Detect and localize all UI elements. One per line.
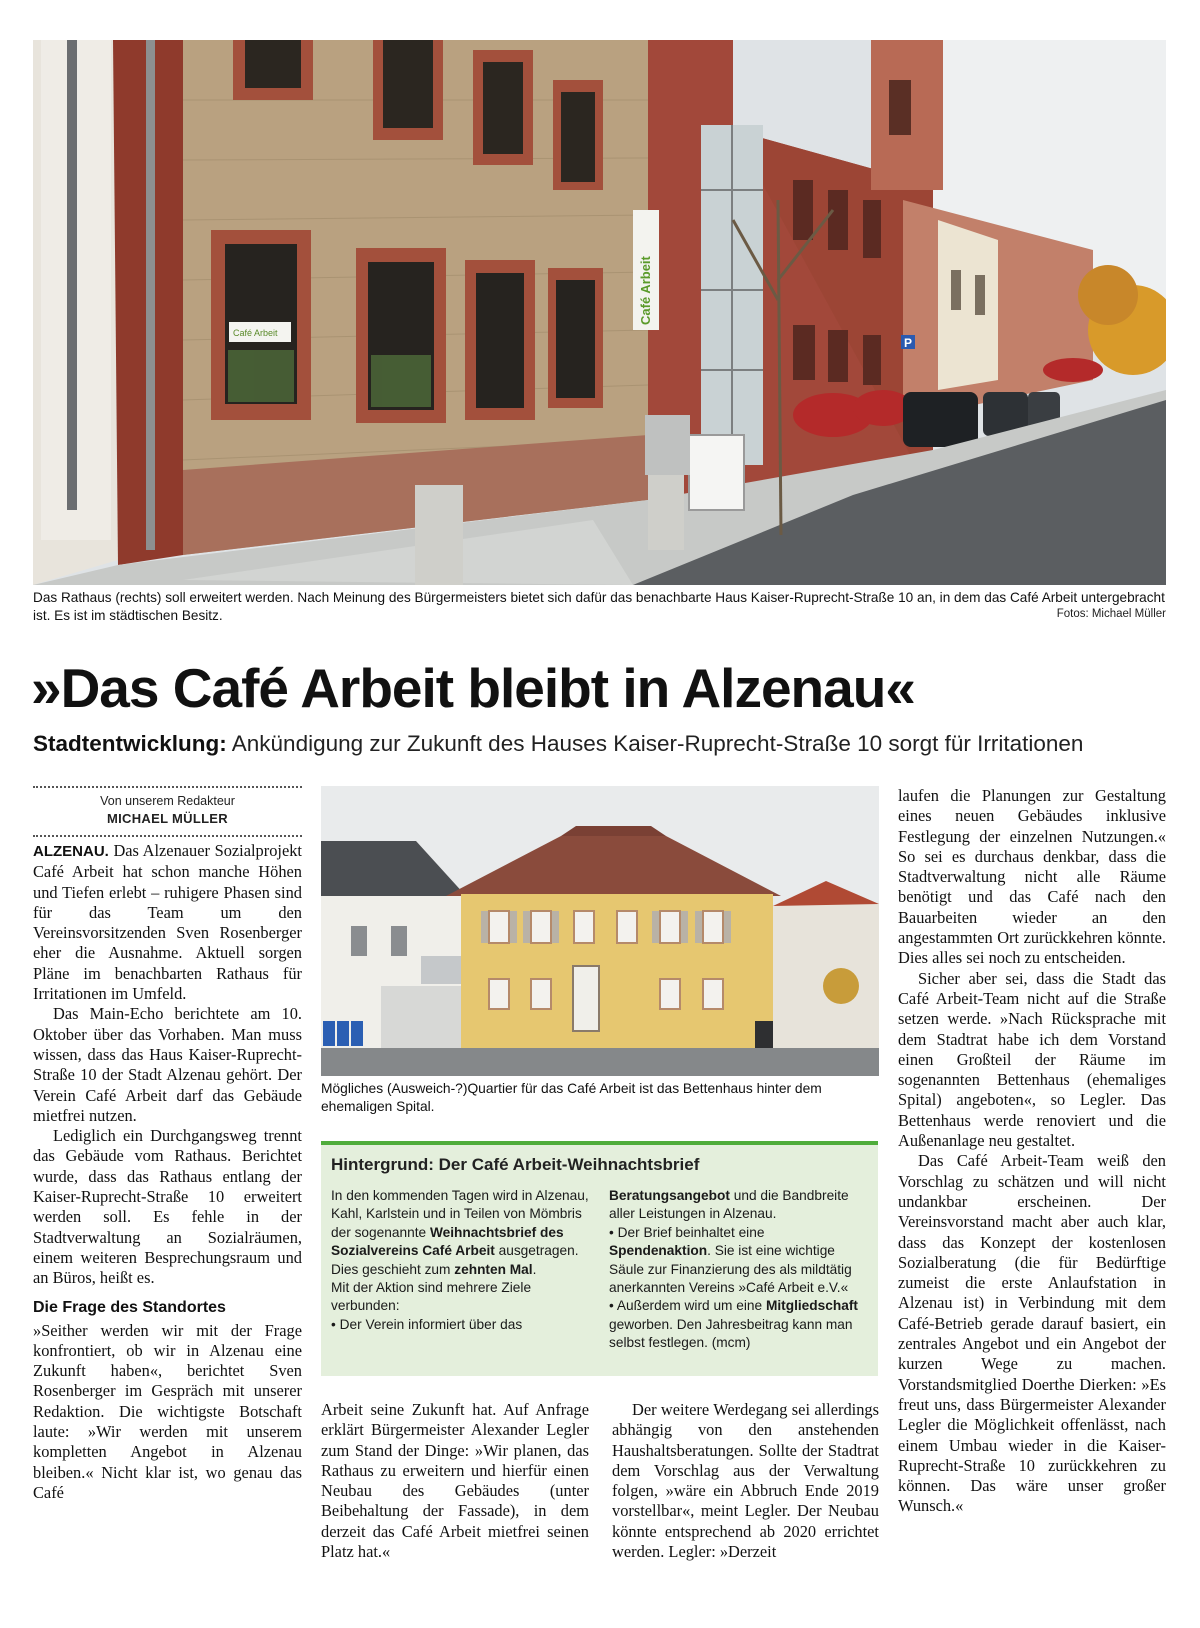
middle-photo-caption: Mögliches (Ausweich-?)Quartier für das Café Arbeit ist das Bettenhaus hinter dem ehemaligen Spital. [321,1081,822,1114]
subheadline-label: Stadtentwicklung: [33,731,227,756]
info-box-column-right [609,1187,867,1353]
col4-paragraph-1: laufen die Planungen zur Gestaltung eines neuen Gebäudes inklusive Festlegung der einzelnen Nutzungen.« So sei es durchaus denkbar, dass die Stadtverwaltung nicht alle Räume benötigt und das Café nach den Bauarbeiten wieder an den angestammten Ort zurückkehren könnte. Dies alles sei noch zu entscheiden. [898,786,1166,968]
info-box-text-5: und die Bandbreite aller Leistungen in Alzenau. [609,1188,849,1222]
col1-paragraph-1: Das Alzenauer Sozialprojekt Café Arbeit hat schon manche Höhen und Tiefen erlebt – ruhigere Phasen sind für das Team um den Vereinsvorsitzenden Sven Rosenberger eher die Ausnahme. Aktuell sorgen Pläne im benachbarten Rathaus für Irritationen im Umfeld. [33,841,302,1004]
column-1 [33,841,302,1503]
middle-photo [321,786,879,1076]
col3-paragraph: Der weitere Werdegang sei allerdings abhängig von den anstehenden Haushaltsberatungen. Sollte der Stadtrat dem Vorschlag aus der Verwaltung folgen, »wäre ein Abbruch Ende 2019 vorstellbar«, meint Legler. Der Neubau könnte entsprechend ab 2020 errichtet werden. Legler: »Derzeit [612,1400,879,1562]
vertical-sign-text: Café Arbeit [638,256,653,325]
window-sign-text: Café Arbeit [233,328,278,338]
info-box-bullet-2: • Der Brief beinhaltet eine [609,1224,765,1240]
info-box-text-4: Mit der Aktion sind mehrere Ziele verbunden: [331,1280,532,1314]
info-box-text-1: In den kommenden Tagen wird in Alzenau, Kahl, Karlstein und in Teilen von Mömbris der sogenannte [331,1188,589,1240]
info-box-text-6: . Sie ist eine wichtige Säule zur Finanzierung des als mildtätig anerkannten Vereins »Café Arbeit e.V.« [609,1243,852,1296]
col4-paragraph-2: Sicher aber sei, dass die Stadt das Café Arbeit-Team nicht auf die Straße setzen werde. »Nach Rücksprache mit dem Stadtrat habe ich dem Vorstand einen Großteil der Räume im sogenannten Bettenhaus (ehemaliges Spital) angeboten«, so Legler. Das Bettenhaus werde renoviert und die Außenanlage neu gestaltet. [898,968,1166,1151]
info-box-title: Hintergrund: Der Café Arbeit-Weihnachtsbrief [331,1155,700,1174]
col1-paragraph-4: »Seither werden wir mit der Frage konfrontiert, ob wir in Alzenau eine Zukunft haben«, berichtet Sven Rosenberger im Gespräch mit unserer Redaktion. Die wichtigste Botschaft laute: »Wir werden mit unserem kompletten Angebot in Alzenau bleiben.« Nicht klar ist, wo genau das Café [33,1320,302,1502]
column-3 [612,1400,879,1562]
info-box-bullet-3: • Außerdem wird um eine [609,1298,766,1314]
byline-author: MICHAEL MÜLLER [107,811,228,826]
parking-sign: P [904,336,913,350]
info-box-bullet-1: • Der Verein informiert über das [331,1316,523,1332]
info-box-text-3: . [532,1261,537,1277]
column-4 [898,786,1166,1517]
col1-paragraph-2: Das Main-Echo berichtete am 10. Oktober über das Vorhaben. Man muss wissen, dass das Haus Kaiser-Ruprecht-Straße 10 der Stadt Alzenau gehört. Der Verein Café Arbeit darf das Gebäude mietfrei nutzen. [33,1004,302,1125]
byline-rule-bottom [33,835,302,837]
dateline: ALZENAU. [33,843,109,860]
col2-paragraph: Arbeit seine Zukunft hat. Auf Anfrage erklärt Bürgermeister Alexander Legler zum Stand der Dinge: »Wir planen, das Rathaus zu erweitern und hierfür einen Neubau des Gebäudes (unter Beibehaltung der Fassade), in dem derzeit das Café Arbeit mietfrei seinen Platz hat.« [321,1400,589,1562]
subheadline [33,730,1083,758]
info-box-bold-3: Beratungsangebot [609,1188,730,1203]
byline-rule-top [33,786,302,788]
byline [33,793,302,828]
col1-paragraph-3: Lediglich ein Durchgangsweg trennt das Gebäude vom Rathaus. Berichtet wurde, dass das Rathaus entlang der Kaiser-Ruprecht-Straße 10 erweitert werden soll. Es fehle in der Stadtverwaltung an Sozialräumen, einem weiteren Besprechungsraum und an Büros, heißt es. [33,1126,302,1288]
info-box-text-2: ausgetragen. Dies geschieht zum [331,1243,579,1277]
top-photo [33,40,1166,585]
photo-credit: Fotos: Michael Müller [1056,608,1166,620]
info-box-bold-2: zehnten Mal [454,1261,533,1277]
info-box-bold-4: Spendenaktion [609,1243,708,1259]
info-box-bold-1: Weihnachtsbrief des Sozialvereins Café Arbeit [331,1224,564,1259]
info-box-bold-5: Mitgliedschaft [765,1298,858,1314]
subheadline-text: Ankündigung zur Zukunft des Hauses Kaiser-Ruprecht-Straße 10 sorgt für Irritationen [226,731,1084,756]
section-subhead: Die Frage des Standortes [33,1298,226,1316]
info-box [321,1141,878,1376]
column-2 [321,1400,589,1562]
byline-intro: Von unserem Redakteur [100,794,235,808]
col4-paragraph-3: Das Café Arbeit-Team weiß den Vorschlag zu schätzen und will nicht undankbar erscheinen. Der Vereinsvorstand macht aber auch klar, dass das Konzept der kostenlosen Sozialberatung (die für Bedürftige zumeist die erste Anlaufstation in Alzenau ist) in Verbindung mit dem Café-Betrieb gerade darauf basiert, ein zentrales Angebot und ein Angebot der kurzen Wege zu machen. Vorstandsmitglied Doerthe Dierken: »Es freut uns, dass Bürgermeister Alexander Legler die Möglichkeit offenlässt, nach einem Umbau wieder in die Kaiser-Ruprecht-Straße 10 zurückkehren zu können. Das wäre unser großer Wunsch.« [898,1151,1166,1516]
info-box-text-7: geworben. Den Jahresbeitrag kann man selbst festlegen. (mcm) [609,1316,853,1351]
info-box-column-left [331,1187,589,1334]
top-photo-caption: Das Rathaus (rechts) soll erweitert werden. Nach Meinung des Bürgermeisters bietet sich dafür das benachbarte Haus Kaiser-Ruprecht-Straße 10 an, in dem das Café Arbeit untergebracht ist. Es ist im städtischen Besitz. [33,590,1165,623]
headline: »Das Café Arbeit bleibt in Alzenau« [31,657,915,719]
